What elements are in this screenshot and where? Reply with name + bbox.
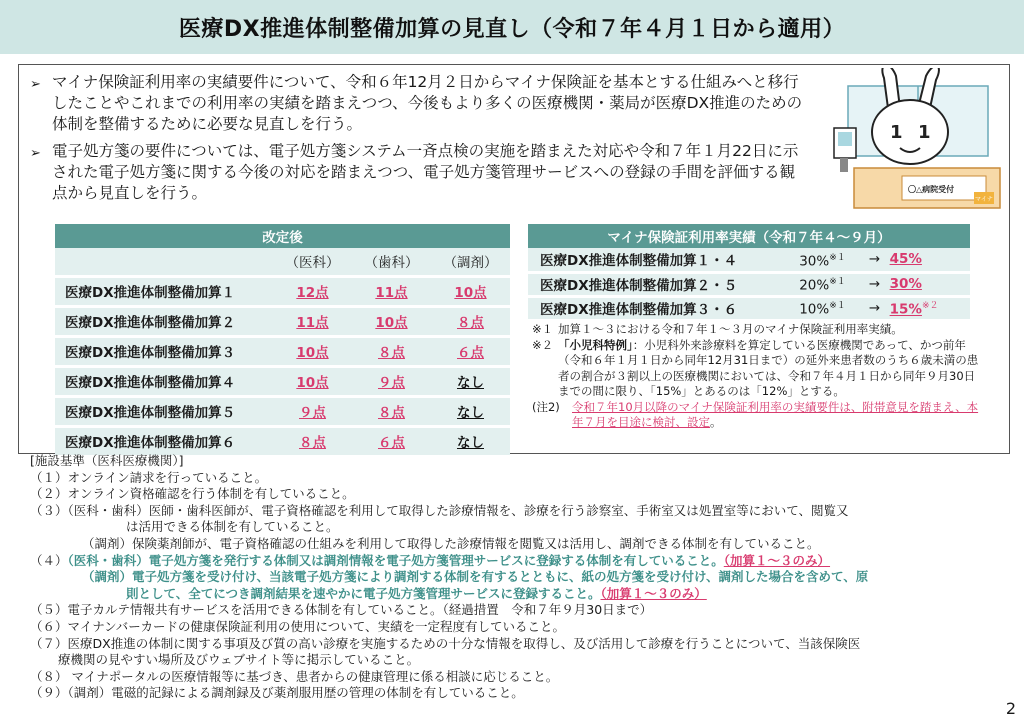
criteria-item: 則として、全てにつき調剤結果を速やかに電子処方箋管理サービスに登録すること。（加算１～３のみ） bbox=[126, 585, 707, 601]
criteria-item: （６）マイナンバーカードの健康保険証利用の使用について、実績を一定程度有していること。 bbox=[30, 618, 566, 634]
footnote-3: (注2) 令和７年10月以降のマイナ保険証利用率の実績要件は、附帯意見を踏まえ、本年７月を目途に検討、設定。 bbox=[532, 399, 979, 429]
points-value: ６点 bbox=[457, 345, 484, 361]
row-name: 医療DX推進体制整備加算５ bbox=[55, 396, 273, 426]
bullet-item bbox=[30, 72, 810, 135]
table-row bbox=[55, 336, 510, 366]
footnote-mark: ※２ bbox=[921, 301, 939, 312]
criteria-item: （８） マイナポータルの医療情報等に基づき、患者からの健康管理に係る相談に応じること。 bbox=[30, 668, 559, 684]
page-title: 医療DX推進体制整備加算の見直し（令和７年４月１日から適用） bbox=[178, 16, 846, 42]
bullet-arrow-icon: ➢ bbox=[30, 146, 41, 161]
criteria-item: （調剤）保険薬剤師が、電子資格確認の仕組みを利用して取得した診療情報を閲覧又は活用し、調剤できる体制を有していること。 bbox=[82, 535, 820, 551]
points-value: なし bbox=[457, 435, 484, 451]
reception-illustration bbox=[826, 68, 1002, 214]
title-bar bbox=[0, 0, 1024, 54]
criteria-item: （４）（医科・歯科）電子処方箋を発行する体制又は調剤情報を電子処方箋管理サービスに登録する体制を有していること。（加算１～３のみ） bbox=[30, 552, 831, 568]
table-row bbox=[55, 396, 510, 426]
table-row bbox=[528, 248, 970, 272]
bullet-list bbox=[30, 72, 810, 210]
criteria-item: （調剤）電子処方箋を受け付け、当該電子処方箋により調剤する体制を有するとともに、紙の処方箋を受け付け、調剤した場合を含めて、原 bbox=[82, 569, 869, 585]
footnote-1: ※１ 加算１～３における令和７年１～３月のマイナ保険証利用率実績。 bbox=[532, 322, 903, 336]
row-name: 医療DX推進体制整備加算１ bbox=[55, 276, 273, 306]
bullet-item bbox=[30, 141, 810, 204]
criteria-item: は活用できる体制を有していること。 bbox=[126, 519, 339, 535]
criteria-item: （３）（医科・歯科）医師・歯科医師が、電子資格確認を利用して取得した診療情報を、診療を行う診察室、手術室又は処置室等において、閲覧又 bbox=[30, 502, 849, 518]
table-row bbox=[55, 306, 510, 336]
empty-cell bbox=[55, 248, 273, 276]
table-row bbox=[528, 272, 970, 296]
current-rate: 20% bbox=[799, 277, 830, 294]
criteria-item: （２）オンライン資格確認を行う体制を有していること。 bbox=[30, 486, 355, 502]
bullet-text: 電子処方箋の要件については、電子処方箋システム一斉点検の実施を踏まえた対応や令和７年１月22日に示された電子処方箋に関する今後の対応を踏まえつつ、電子処方箋管理サービスへの登録の手間を評価する観点から見直しを行う。 bbox=[52, 142, 799, 202]
column-header: （歯科） bbox=[352, 248, 431, 276]
page-number: 2 bbox=[1005, 699, 1016, 718]
points-value: 11点 bbox=[296, 315, 329, 331]
row-name: 医療DX推進体制整備加算４ bbox=[55, 366, 273, 396]
new-rate: 15% bbox=[889, 301, 922, 318]
points-value: ８点 bbox=[378, 405, 405, 421]
new-rate: 45% bbox=[889, 251, 922, 268]
new-rate: 30% bbox=[889, 276, 922, 292]
points-value: 10点 bbox=[296, 375, 329, 391]
svg-text:1: 1 bbox=[890, 122, 903, 143]
table-row bbox=[528, 296, 970, 320]
column-header: （調剤） bbox=[431, 248, 510, 276]
row-name: 医療DX推進体制整備加算３・６ bbox=[528, 296, 799, 320]
row-name: 医療DX推進体制整備加算６ bbox=[55, 426, 273, 456]
points-value: ９点 bbox=[378, 375, 405, 391]
facility-criteria bbox=[30, 453, 1005, 702]
row-name: 医療DX推進体制整備加算３ bbox=[55, 336, 273, 366]
sign-text: 〇△病院受付 bbox=[908, 185, 955, 194]
row-name: 医療DX推進体制整備加算２ bbox=[55, 306, 273, 336]
points-value: ８点 bbox=[299, 435, 326, 451]
badge-text: マイナ bbox=[975, 196, 993, 203]
points-value: なし bbox=[457, 405, 484, 421]
row-name: 医療DX推進体制整備加算２・５ bbox=[528, 272, 799, 296]
points-value: 10点 bbox=[296, 345, 329, 361]
criteria-heading: [施設基準（医科医療機関）] bbox=[30, 453, 184, 468]
points-value: 10点 bbox=[375, 315, 408, 331]
current-rate: 10% bbox=[799, 301, 830, 318]
column-header: （医科） bbox=[273, 248, 352, 276]
usage-rate-table bbox=[528, 224, 970, 322]
arrow-icon: → bbox=[859, 248, 889, 272]
arrow-icon: → bbox=[859, 296, 889, 320]
bullet-arrow-icon: ➢ bbox=[30, 77, 41, 92]
pediatric-exception-label: 「小児科特例」 bbox=[558, 337, 633, 352]
criteria-item: （９）（調剤）電磁的記録による調剤録及び薬剤服用歴の管理の体制を有していること。 bbox=[30, 685, 524, 701]
points-value: 11点 bbox=[375, 285, 408, 301]
bullet-text: マイナ保険証利用率の実績要件について、令和６年12月２日からマイナ保険証を基本とする仕組みへと移行したことやこれまでの利用率の実績を踏まえつつ、今後もより多くの医療機関・薬局が医療DX推進のための体制を整備するために必要な見直しを行う。 bbox=[52, 73, 803, 133]
criteria-item: （７）医療DX推進の体制に関する事項及び質の高い診療を実施するための十分な情報を取得し、及び活用して診療を行うことについて、当該保険医 bbox=[30, 635, 861, 651]
table-row bbox=[55, 366, 510, 396]
points-value: ９点 bbox=[299, 405, 326, 421]
row-name: 医療DX推進体制整備加算１・４ bbox=[528, 248, 799, 272]
table-row bbox=[55, 426, 510, 456]
svg-text:1: 1 bbox=[918, 122, 931, 143]
points-value: なし bbox=[457, 375, 484, 391]
current-rate: 30% bbox=[799, 253, 830, 269]
table-header: 改定後 bbox=[55, 224, 510, 248]
table-header: マイナ保険証利用率実績（令和７年４～９月） bbox=[528, 224, 970, 248]
points-value: 12点 bbox=[296, 285, 329, 301]
criteria-item: （１）オンライン請求を行っていること。 bbox=[30, 469, 268, 485]
table-row bbox=[55, 276, 510, 306]
footnote-2: ※２ 「小児科特例」：小児科外来診療料を算定している医療機関であって、かつ前年（令和６年１月１日から同年12月31日まで）の延外来患者数のうち６歳未満の患者の割合が３割以上の医療機関においては、令和７年４月１日から同年９月30日までの間に限り、「15%」とあるのは「12%」とする。 bbox=[532, 337, 979, 398]
points-value: 10点 bbox=[454, 285, 487, 301]
criteria-item: （５）電子カルテ情報共有サービスを活用できる体制を有していること。（経過措置 令和７年９月30日まで） bbox=[30, 602, 653, 618]
points-value: ８点 bbox=[457, 315, 484, 331]
footnote-mark: ※１ bbox=[829, 277, 846, 288]
footnote-mark: ※１ bbox=[829, 252, 846, 263]
revised-points-table bbox=[55, 224, 510, 458]
points-value: ６点 bbox=[378, 435, 405, 451]
arrow-icon: → bbox=[859, 272, 889, 296]
footnotes bbox=[532, 322, 980, 431]
footnote-mark: ※１ bbox=[829, 301, 846, 312]
points-value: ８点 bbox=[378, 345, 405, 361]
criteria-item: 療機関の見やすい場所及びウェブサイト等に掲示していること。 bbox=[58, 652, 420, 668]
